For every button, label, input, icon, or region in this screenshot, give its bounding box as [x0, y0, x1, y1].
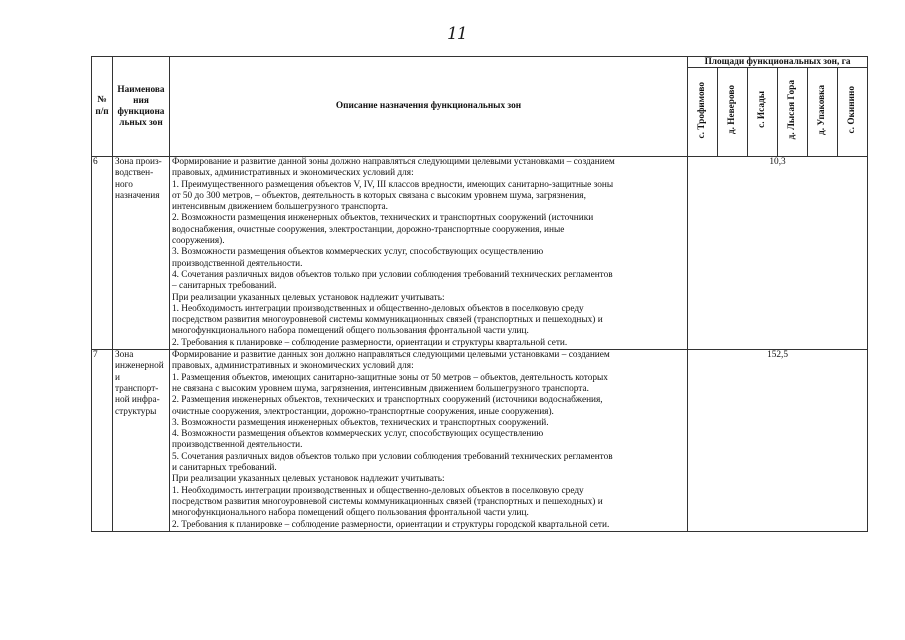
zone-description	[170, 157, 688, 350]
description-line: 4. Возможности размещения объектов коммерческих услуг, способствующих осуществлению	[172, 429, 544, 440]
description-line: не связана с высоким уровнем шума, загрязнения, интенсивным движением большегрузного транспорта.	[172, 383, 589, 394]
table-row	[92, 350, 868, 532]
description-line: правовых, административных и экономических условий для:	[172, 361, 414, 372]
zone-area-value: 152,5	[688, 350, 868, 532]
zone-name-line: ного	[115, 179, 133, 190]
header-area-column	[778, 68, 808, 157]
description-line: 1. Необходимость интеграции производственных и общественно-деловых объектов в поселковую среду	[172, 485, 584, 496]
zone-name-line: назначения	[115, 190, 160, 201]
header-zone-name-line: ния	[133, 95, 149, 106]
header-area-column	[808, 68, 838, 157]
description-line: 5. Сочетания различных видов объектов только при условии соблюдения требований технических регламентов	[172, 451, 613, 462]
zone-name-line: структуры	[115, 406, 157, 417]
header-area-label: д. Лысая Гора	[786, 80, 797, 140]
header-number-line: №	[97, 95, 107, 106]
description-line: 1. Преимущественного размещения объектов V, IV, III классов вредности, имеющих санитарно-защитные зоны	[172, 179, 614, 190]
header-area-label: с. Исады	[756, 91, 767, 129]
page-number: 11	[447, 24, 467, 44]
header-number	[92, 57, 113, 157]
header-area-label: с. Окинино	[846, 86, 857, 134]
header-description: Описание назначения функциональных зон	[170, 57, 688, 157]
description-line: многофункционального набора помещений общего пользования фронтальной части улиц.	[172, 508, 529, 519]
header-areas-group: Площади функциональных зон, га	[688, 57, 868, 68]
zone-name-line: водствен-	[115, 168, 154, 179]
description-line: правовых, административных и экономических условий для:	[172, 168, 414, 179]
header-zone-name-line: функциона	[117, 106, 165, 117]
header-zone-name-line: Наименова	[117, 84, 165, 95]
description-line: При реализации указанных целевых установок надлежит учитывать:	[172, 292, 445, 303]
zone-name-line: Зона	[115, 350, 134, 361]
zone-name-line: и	[115, 372, 120, 383]
header-area-column	[838, 68, 868, 157]
zone-description	[170, 350, 688, 532]
description-line: При реализации указанных целевых установок надлежит учитывать:	[172, 474, 445, 485]
zone-name-line: Зона произ-	[115, 157, 162, 167]
header-area-column	[688, 68, 718, 157]
table-header	[92, 57, 868, 157]
description-line: производственной деятельности.	[172, 258, 303, 269]
description-line: сооружения).	[172, 236, 225, 247]
table-row	[92, 157, 868, 350]
zone-name-line: ной инфра-	[115, 395, 160, 406]
header-zone-name-line: льных зон	[119, 117, 163, 128]
row-number: 6	[92, 157, 113, 350]
description-line: Формирование и развитие данной зоны должно направляться следующими целевыми установками – созданием	[172, 157, 615, 167]
description-line: очистные сооружения, электростанции, дорожно-транспортные сооружения, иные сооружения).	[172, 406, 554, 417]
description-line: – санитарных требований.	[172, 281, 277, 292]
header-number-line: п/п	[95, 106, 109, 117]
description-line: производственной деятельности.	[172, 440, 303, 451]
description-line: 1. Размещения объектов, имеющих санитарно-защитные зоны от 50 метров – объектов, деятельность которых	[172, 372, 608, 383]
description-line: и санитарных требований.	[172, 463, 277, 474]
description-line: интенсивным движением большегрузного транспорта.	[172, 202, 388, 213]
header-area-label: д. Упаковка	[816, 84, 827, 135]
description-line: 2. Возможности размещения инженерных объектов, технических и транспортных сооружений (источники	[172, 213, 594, 224]
zone-name-line: транспорт-	[115, 383, 159, 394]
zone-name-line: инженерной	[115, 361, 164, 372]
description-line: 3. Возможности размещения объектов коммерческих услуг, способствующих осуществлению	[172, 247, 544, 258]
description-line: посредством развития многоуровневой системы коммуникационных связей (транспортных и пешеходных) и	[172, 496, 603, 507]
row-number: 7	[92, 350, 113, 532]
description-line: 2. Требования к планировке – соблюдение размерности, ориентации и структуры городской квартальной сети.	[172, 519, 610, 530]
header-area-column	[748, 68, 778, 157]
zone-name	[113, 350, 170, 532]
description-line: посредством развития многоуровневой системы коммуникационных связей (транспортных и пешеходных) и	[172, 315, 603, 326]
description-line: 2. Размещения инженерных объектов, технических и транспортных сооружений (источники водоснабжения,	[172, 395, 603, 406]
description-line: 1. Необходимость интеграции производственных и общественно-деловых объектов в поселковую среду	[172, 303, 584, 314]
description-line: 3. Возможности размещения инженерных объектов, технических и транспортных сооружений.	[172, 417, 549, 428]
header-area-label: д. Неверово	[726, 85, 737, 135]
zone-area-value: 10,3	[688, 157, 868, 350]
description-line: 2. Требования к планировке – соблюдение размерности, ориентации и структуры квартальной сети.	[172, 337, 568, 348]
description-line: от 50 до 300 метров, – объектов, деятельность в которых связана с высоким уровнем шума, загрязнения,	[172, 190, 586, 201]
description-line: многофункционального набора помещений общего пользования фронтальной части улиц.	[172, 326, 529, 337]
header-area-column	[718, 68, 748, 157]
description-line: водоснабжения, очистные сооружения, электростанции, дорожно-транспортные сооружения, иные	[172, 224, 565, 235]
zone-name	[113, 157, 170, 350]
header-area-label: с. Трофимово	[696, 81, 707, 139]
description-line: Формирование и развитие данных зон должно направляться следующими целевыми установками – созданием	[172, 350, 610, 361]
header-zone-name	[113, 57, 170, 157]
functional-zones-table	[91, 56, 868, 532]
description-line: 4. Сочетания различных видов объектов только при условии соблюдения требований технических регламентов	[172, 269, 613, 280]
